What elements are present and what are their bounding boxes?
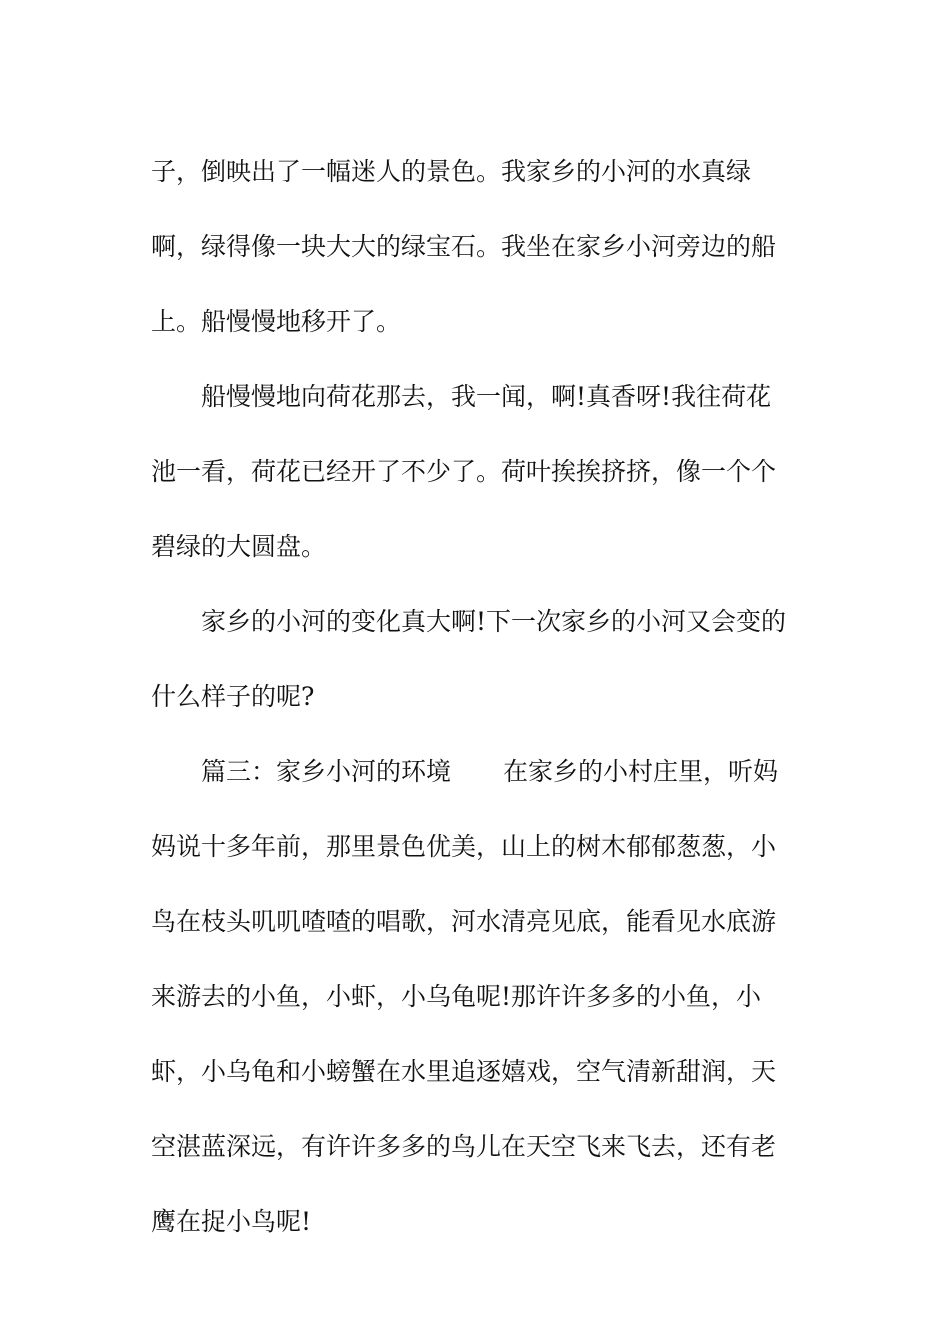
text-line: 什么样子的呢? [151,682,315,711]
paragraph-start-line: 家乡的小河的变化真大啊!下一次家乡的小河又会变的 [201,607,787,636]
text-line: 鹰在捉小鸟呢! [151,1207,312,1236]
paragraph-start-line: 船慢慢地向荷花那去，我一闻，啊!真香呀!我往荷花 [201,382,772,411]
text-line: 来游去的小鱼，小虾，小乌龟呢!那许许多多的小鱼，小 [151,982,762,1011]
text-line: 妈说十多年前，那里景色优美，山上的树木郁郁葱葱，小 [151,832,777,861]
text-line: 鸟在枝头叽叽喳喳的唱歌，河水清亮见底，能看见水底游 [151,907,777,936]
text-line: 池一看，荷花已经开了不少了。荷叶挨挨挤挤，像一个个 [151,457,777,486]
text-line: 啊，绿得像一块大大的绿宝石。我坐在家乡小河旁边的船 [151,232,777,261]
text-line: 子，倒映出了一幅迷人的景色。我家乡的小河的水真绿 [151,157,752,186]
text-line: 虾，小乌龟和小螃蟹在水里追逐嬉戏，空气清新甜润，天 [151,1057,777,1086]
section-intro-text: 在家乡的小村庄里，听妈 [503,757,779,786]
section-heading: 篇三：家乡小河的环境 [201,757,452,786]
section-heading-line [151,734,811,809]
body-text [151,134,811,1259]
text-line: 上。船慢慢地移开了。 [151,307,402,336]
text-line: 空湛蓝深远，有许许多多的鸟儿在天空飞来飞去，还有老 [151,1132,777,1161]
text-line: 碧绿的大圆盘。 [151,532,327,561]
